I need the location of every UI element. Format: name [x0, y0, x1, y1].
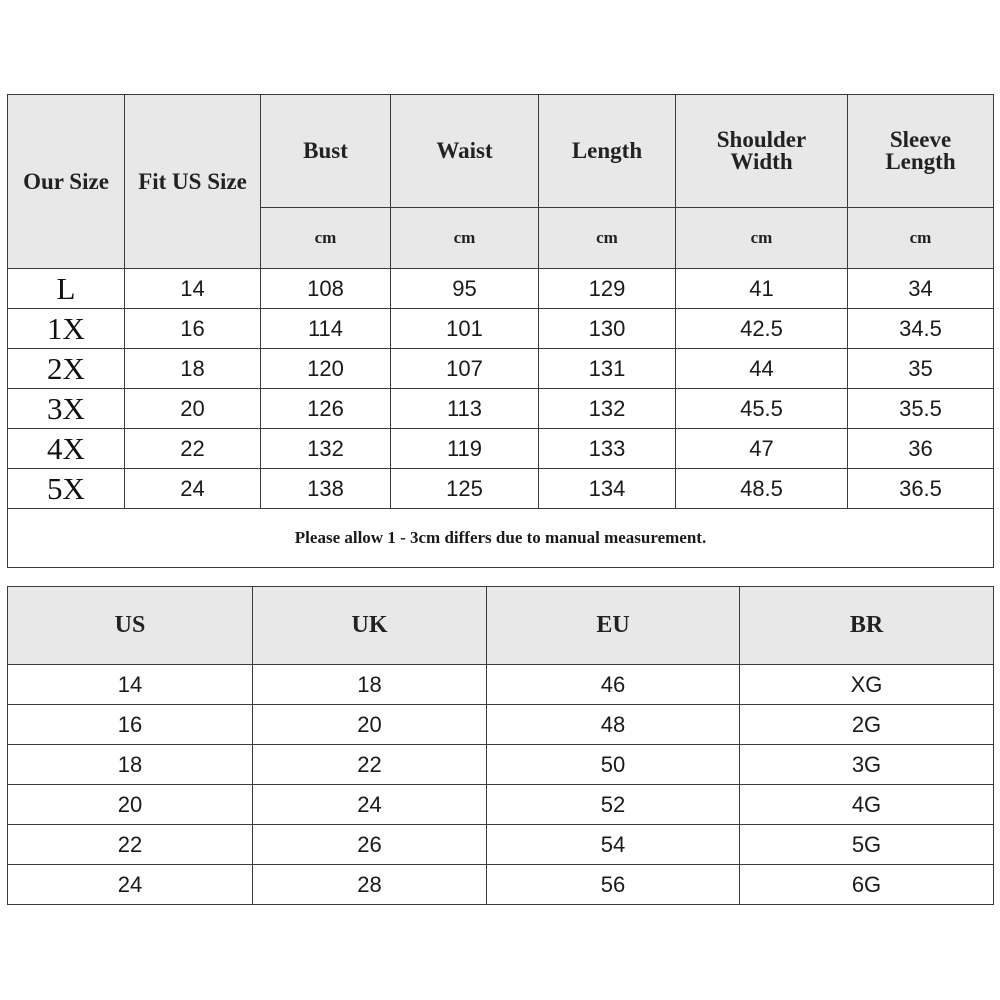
shoulder-cell: 47: [676, 429, 848, 469]
fit-us-cell: 16: [125, 309, 261, 349]
shoulder-cell: 41: [676, 269, 848, 309]
table-row: [8, 309, 994, 349]
size-conversion-table: [7, 586, 994, 905]
eu-cell: 48: [487, 705, 740, 745]
header-sleeve-length-label: Sleeve Length: [885, 127, 956, 174]
unit-length: cm: [539, 208, 676, 269]
uk-cell: 20: [253, 705, 487, 745]
table-row: [8, 389, 994, 429]
uk-cell: 28: [253, 865, 487, 905]
eu-cell: 56: [487, 865, 740, 905]
length-cell: 130: [539, 309, 676, 349]
unit-sleeve-length: cm: [848, 208, 994, 269]
header-shoulder-width: [676, 95, 848, 208]
unit-waist: cm: [391, 208, 539, 269]
br-cell: 6G: [740, 865, 994, 905]
us-cell: 24: [8, 865, 253, 905]
measurement-note: Please allow 1 - 3cm differs due to manual measurement.: [8, 509, 994, 568]
br-cell: XG: [740, 665, 994, 705]
fit-us-cell: 22: [125, 429, 261, 469]
length-cell: 131: [539, 349, 676, 389]
waist-cell: 95: [391, 269, 539, 309]
header-br: BR: [740, 587, 994, 665]
br-cell: 3G: [740, 745, 994, 785]
table-row: [8, 429, 994, 469]
shoulder-cell: 48.5: [676, 469, 848, 509]
uk-cell: 18: [253, 665, 487, 705]
sleeve-cell: 34.5: [848, 309, 994, 349]
header-shoulder-width-label: Shoulder Width: [716, 127, 807, 174]
length-cell: 133: [539, 429, 676, 469]
waist-cell: 101: [391, 309, 539, 349]
bust-cell: 138: [261, 469, 391, 509]
our-size-cell: 2X: [8, 349, 125, 389]
br-cell: 4G: [740, 785, 994, 825]
us-cell: 22: [8, 825, 253, 865]
waist-cell: 119: [391, 429, 539, 469]
fit-us-cell: 18: [125, 349, 261, 389]
sleeve-cell: 34: [848, 269, 994, 309]
size-chart-table: [7, 94, 994, 568]
our-size-cell: 3X: [8, 389, 125, 429]
bust-cell: 114: [261, 309, 391, 349]
bust-cell: 126: [261, 389, 391, 429]
waist-cell: 125: [391, 469, 539, 509]
header-fit-us-size: Fit US Size: [125, 95, 261, 269]
bust-cell: 132: [261, 429, 391, 469]
eu-cell: 54: [487, 825, 740, 865]
sleeve-cell: 36.5: [848, 469, 994, 509]
table-row: [8, 785, 994, 825]
header-length: Length: [539, 95, 676, 208]
table-row: [8, 745, 994, 785]
uk-cell: 22: [253, 745, 487, 785]
eu-cell: 52: [487, 785, 740, 825]
uk-cell: 26: [253, 825, 487, 865]
unit-shoulder-width: cm: [676, 208, 848, 269]
fit-us-cell: 24: [125, 469, 261, 509]
table-row: [8, 469, 994, 509]
bust-cell: 120: [261, 349, 391, 389]
our-size-cell: L: [8, 269, 125, 309]
shoulder-cell: 42.5: [676, 309, 848, 349]
sleeve-cell: 35: [848, 349, 994, 389]
eu-cell: 46: [487, 665, 740, 705]
table-row: [8, 269, 994, 309]
header-bust: Bust: [261, 95, 391, 208]
br-cell: 5G: [740, 825, 994, 865]
uk-cell: 24: [253, 785, 487, 825]
length-cell: 129: [539, 269, 676, 309]
length-cell: 134: [539, 469, 676, 509]
header-us: US: [8, 587, 253, 665]
table-row: [8, 349, 994, 389]
us-cell: 16: [8, 705, 253, 745]
br-cell: 2G: [740, 705, 994, 745]
fit-us-cell: 14: [125, 269, 261, 309]
table-row: [8, 825, 994, 865]
fit-us-cell: 20: [125, 389, 261, 429]
waist-cell: 107: [391, 349, 539, 389]
us-cell: 14: [8, 665, 253, 705]
table-row: [8, 665, 994, 705]
length-cell: 132: [539, 389, 676, 429]
table-row: [8, 865, 994, 905]
shoulder-cell: 44: [676, 349, 848, 389]
us-cell: 18: [8, 745, 253, 785]
table-row: [8, 705, 994, 745]
sleeve-cell: 36: [848, 429, 994, 469]
header-sleeve-length: [848, 95, 994, 208]
header-waist: Waist: [391, 95, 539, 208]
our-size-cell: 1X: [8, 309, 125, 349]
header-eu: EU: [487, 587, 740, 665]
header-our-size: Our Size: [8, 95, 125, 269]
bust-cell: 108: [261, 269, 391, 309]
shoulder-cell: 45.5: [676, 389, 848, 429]
our-size-cell: 5X: [8, 469, 125, 509]
unit-bust: cm: [261, 208, 391, 269]
our-size-cell: 4X: [8, 429, 125, 469]
sleeve-cell: 35.5: [848, 389, 994, 429]
waist-cell: 113: [391, 389, 539, 429]
header-uk: UK: [253, 587, 487, 665]
us-cell: 20: [8, 785, 253, 825]
eu-cell: 50: [487, 745, 740, 785]
